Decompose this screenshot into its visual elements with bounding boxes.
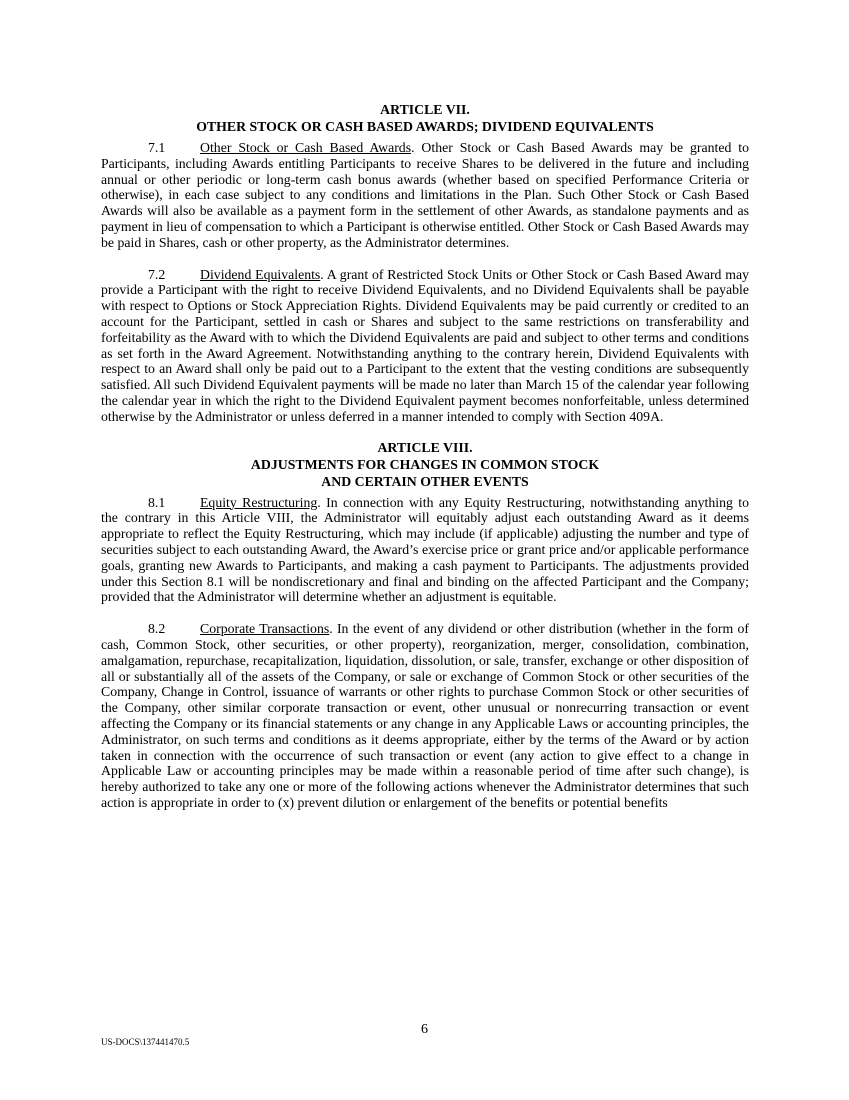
- section-7-1-text: . Other Stock or Cash Based Awards may be granted to Participants, including Awards entitling Participants to receive Shares to be delivered in the future and including annual or other periodic or long-term cash bonus awards (whether based on specified Performance Criteria or otherwise), in each case subject to any conditions and limitations in the Plan. Such Other Stock or Cash Based Awards will also be available as a payment form in the settlement of other Awards, as standalone payments and as payment in lieu of compensation to which a Participant is otherwise entitled. Other Stock or Cash Based Awards may be paid in Shares, cash or other property, as the Administrator determines.: [101, 140, 749, 250]
- section-8-2-number: 8.2: [148, 621, 166, 637]
- section-8-2-text: . In the event of any dividend or other distribution (whether in the form of cash, Common Stock, other securities, or other property), reorganization, merger, consolidation, combination, amalgamation, repurchase, recapitalization, liquidation, dissolution, or sale, transfer, exchange or other disposition of all or substantially all of the assets of the Company, or sale or exchange of Common Stock or other securities of the Company, Change in Control, issuance of warrants or other rights to purchase Common Stock or other securities of the Company, other similar corporate transaction or event, other unusual or nonrecurring transaction or event affecting the Company or its financial statements or any change in any Applicable Laws or accounting principles, the Administrator, on such terms and conditions as it deems appropriate, either by the terms of the Award or by action taken in connection with the occurrence of such transaction or event (any action to give effect to a change in Applicable Law or accounting principles may be made within a reasonable period of time after such change), is hereby authorized to take any one or more of the following actions whenever the Administrator determines that such action is appropriate in order to (x) prevent dilution or enlargement of the benefits or potential benefits: [101, 621, 749, 810]
- article-7-heading: [101, 101, 749, 135]
- document-footer-id: US-DOCS\137441470.5: [101, 1037, 190, 1047]
- section-7-2-number: 7.2: [148, 266, 166, 282]
- section-7-1: [101, 140, 749, 251]
- article-8-subtitle-1: ADJUSTMENTS FOR CHANGES IN COMMON STOCK: [250, 456, 600, 472]
- section-8-1-number: 8.1: [148, 494, 166, 510]
- article-7-title: ARTICLE VII.: [380, 102, 470, 117]
- section-7-2-text: . A grant of Restricted Stock Units or Other Stock or Cash Based Award may provide a Participant with the right to receive Dividend Equivalents, and no Dividend Equivalents shall be payable with respect to Options or Stock Appreciation Rights. Dividend Equivalents may be paid currently or credited to an account for the Participant, settled in cash or Shares and subject to the same restrictions on transferability and forfeitability as the Award with to which the Dividend Equivalents are paid and subject to other terms and conditions as set forth in the Award Agreement. Notwithstanding anything to the contrary herein, Dividend Equivalents with respect to an Award shall only be paid out to a Participant to the extent that the vesting conditions are subsequently satisfied. All such Dividend Equivalent payments will be made no later than March 15 of the calendar year following the calendar year in which the right to the Dividend Equivalent payment becomes nonforfeitable, unless determined otherwise by the Administrator or unless deferred in a manner intended to comply with Section 409A.: [101, 266, 750, 424]
- page-content: [101, 101, 749, 811]
- section-8-1: [101, 495, 749, 606]
- article-8-title: ARTICLE VIII.: [377, 439, 473, 455]
- page-number: 6: [421, 1022, 428, 1037]
- article-8-heading: [101, 439, 749, 490]
- article-8-subtitle-2: AND CERTAIN OTHER EVENTS: [321, 473, 529, 489]
- section-7-1-number: 7.1: [148, 140, 166, 155]
- section-7-2-heading: Dividend Equivalents: [200, 266, 321, 282]
- section-8-2: [101, 621, 749, 811]
- section-8-2-heading: Corporate Transactions: [200, 621, 330, 637]
- section-7-1-heading: Other Stock or Cash Based Awards: [200, 140, 412, 155]
- article-7-subtitle: OTHER STOCK OR CASH BASED AWARDS; DIVIDEND EQUIVALENTS: [196, 119, 654, 134]
- section-8-1-heading: Equity Restructuring: [200, 494, 318, 510]
- section-7-2: [101, 267, 749, 425]
- section-8-1-text: . In connection with any Equity Restructuring, notwithstanding anything to the contrary in this Article VIII, the Administrator will equitably adjust each outstanding Award as it deems appropriate to reflect the Equity Restructuring, which may include (if applicable) adjusting the number and type of securities subject to each outstanding Award, the Award’s exercise price or grant price and/or applicable performance goals, granting new Awards to Participants, and making a cash payment to Participants. The adjustments provided under this Section 8.1 will be nondiscretionary and final and binding on the affected Participant and the Company; provided that the Administrator will determine whether an adjustment is equitable.: [101, 494, 750, 605]
